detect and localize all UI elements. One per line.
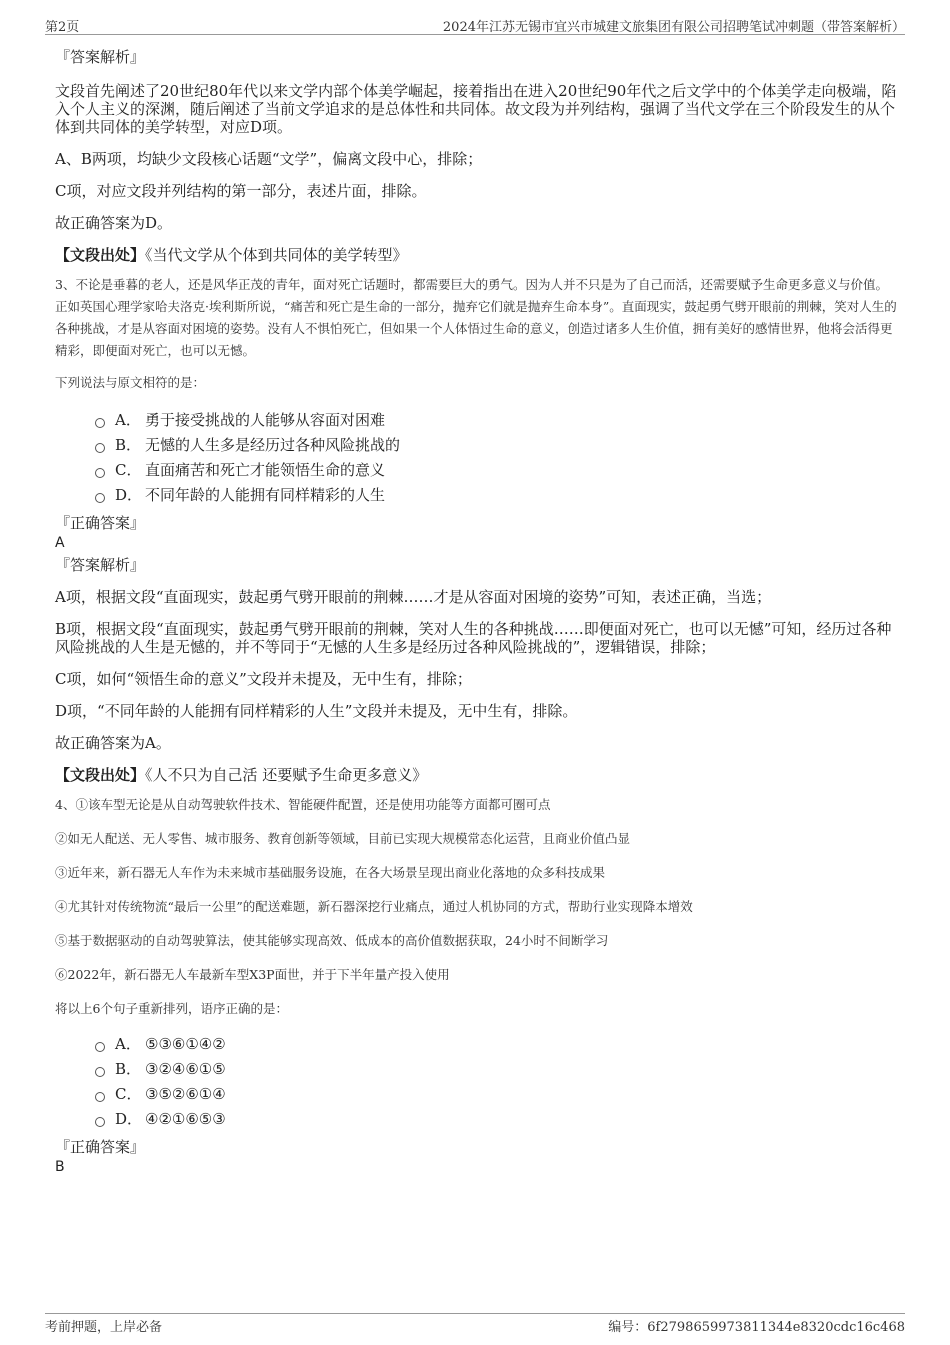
question-3-options	[55, 408, 900, 508]
option-d[interactable]: D． ④②①⑥⑤③	[95, 1107, 900, 1132]
option-a[interactable]: A． ⑤③⑥①④②	[95, 1032, 900, 1057]
radio-icon[interactable]	[95, 493, 105, 503]
radio-icon[interactable]	[95, 468, 105, 478]
question-4-sentence-4: ④尤其针对传统物流“最后一公里”的配送难题，新石器深挖行业痛点，通过人机协同的方式，帮助行业实现降本增效	[55, 899, 693, 914]
correct-answer: A	[55, 535, 65, 551]
radio-icon[interactable]	[95, 443, 105, 453]
question-4-sentence-1: 4、①该车型无论是从自动驾驶软件技术、智能硬件配置，还是使用功能等方面都可圈可点	[55, 797, 551, 812]
question-3-prompt: 下列说法与原文相符的是：	[55, 375, 206, 390]
option-c[interactable]: C． ③⑤②⑥①④	[95, 1082, 900, 1107]
analysis-c: C项，如何“领悟生命的意义”文段并未提及，无中生有，排除；	[55, 670, 472, 688]
correct-answer: B	[55, 1159, 65, 1175]
source-line	[55, 766, 900, 784]
radio-icon[interactable]	[95, 1042, 105, 1052]
analysis-label: 『答案解析』	[55, 556, 146, 574]
correct-answer-label: 『正确答案』	[55, 514, 146, 532]
question-4-options	[55, 1032, 900, 1132]
option-c[interactable]: C． 直面痛苦和死亡才能领悟生命的意义	[95, 458, 900, 483]
page-number: 第2页	[45, 20, 80, 35]
correct-answer-label: 『正确答案』	[55, 1138, 146, 1156]
option-b[interactable]: B． 无憾的人生多是经历过各种风险挑战的	[95, 433, 900, 458]
source-label: 【文段出处】	[55, 246, 146, 264]
option-a[interactable]: A． 勇于接受挑战的人能够从容面对困难	[95, 408, 900, 433]
footer-slogan: 考前押题，上岸必备	[45, 1320, 163, 1335]
option-d[interactable]: D． 不同年龄的人能拥有同样精彩的人生	[95, 483, 900, 508]
radio-icon[interactable]	[95, 1117, 105, 1127]
analysis-d: D项，“不同年龄的人能拥有同样精彩的人生”文段并未提及，无中生有，排除。	[55, 702, 578, 720]
analysis-line-c: C项，对应文段并列结构的第一部分，表述片面，排除。	[55, 182, 427, 200]
document-title: 2024年江苏无锡市宜兴市城建文旅集团有限公司招聘笔试冲刺题（带答案解析）	[442, 20, 905, 35]
question-4-prompt: 将以上6个句子重新排列，语序正确的是：	[55, 1001, 288, 1016]
document-id: 编号：6f2798659973811344e8320cdc16c468	[608, 1320, 905, 1335]
analysis-paragraph: 文段首先阐述了20世纪80年代以来文学内部个体美学崛起，接着指出在进入20世纪90年代之后文学中的个体美学走向极端，陷入个人主义的深渊，随后阐述了当前文学追求的是总体性和共同体。故文段为并列结构，强调了当代文学在三个阶段发生的从个体到共同体的美学转型，对应D项。	[55, 82, 897, 136]
question-4-sentence-3: ③近年来，新石器无人车作为未来城市基础服务设施，在各大场景呈现出商业化落地的众多科技成果	[55, 865, 606, 880]
conclusion: 故正确答案为D。	[55, 214, 173, 232]
option-b[interactable]: B． ③②④⑥①⑤	[95, 1057, 900, 1082]
radio-icon[interactable]	[95, 1092, 105, 1102]
page-content	[55, 46, 900, 1176]
source-text: 《当代文学从个体到共同体的美学转型》	[145, 246, 408, 264]
question-3-stem: 3、不论是垂暮的老人，还是风华正茂的青年，面对死亡话题时，都需要巨大的勇气。因为人并不只是为了自己而活，还需要赋予生命更多意义与价值。正如英国心理学家哈夫洛克·埃利斯所说，“痛苦和死亡是生命的一部分，抛弃它们就是抛弃生命本身”。直面现实，鼓起勇气劈开眼前的荆棘，笑对人生的各种挑战，才是从容面对困境的姿势。没有人不惧怕死亡，但如果一个人体悟过生命的意义，创造过诸多人生价值，拥有美好的感情世界，他将会活得更精彩，即便面对死亡，也可以无憾。	[55, 277, 897, 358]
page-header	[45, 14, 905, 35]
source-label: 【文段出处】	[55, 766, 146, 784]
question-4-sentence-6: ⑥2022年，新石器无人车最新车型X3P面世，并于下半年量产投入使用	[55, 967, 450, 982]
analysis-a: A项，根据文段“直面现实，鼓起勇气劈开眼前的荆棘……才是从容面对困境的姿势”可知，表述正确，当选；	[55, 588, 772, 606]
source-text: 《人不只为自己活 还要赋予生命更多意义》	[145, 766, 428, 784]
analysis-line-ab: A、B两项，均缺少文段核心话题“文学”，偏离文段中心，排除；	[55, 150, 483, 168]
source-line	[55, 246, 900, 264]
radio-icon[interactable]	[95, 1067, 105, 1077]
conclusion: 故正确答案为A。	[55, 734, 171, 752]
analysis-b: B项，根据文段“直面现实，鼓起勇气劈开眼前的荆棘，笑对人生的各种挑战……即便面对死亡，也可以无憾”可知，经历过各种风险挑战的人生是无憾的，并不等同于“无憾的人生多是经历过各种风险挑战的”，逻辑错误，排除；	[55, 620, 892, 656]
question-4-sentence-2: ②如无人配送、无人零售、城市服务、教育创新等领域，目前已实现大规模常态化运营，且商业价值凸显	[55, 831, 631, 846]
radio-icon[interactable]	[95, 418, 105, 428]
page-footer	[45, 1313, 905, 1335]
question-4-sentence-5: ⑤基于数据驱动的自动驾驶算法，使其能够实现高效、低成本的高价值数据获取，24小时不间断学习	[55, 933, 609, 948]
analysis-label: 『答案解析』	[55, 48, 146, 66]
